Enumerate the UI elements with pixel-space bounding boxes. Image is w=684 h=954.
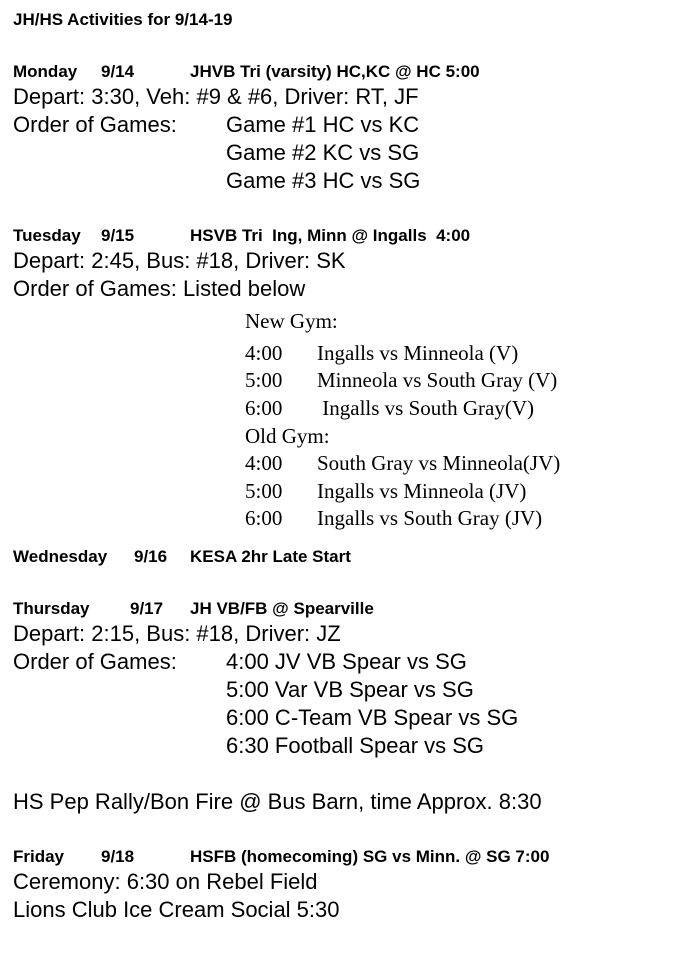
thursday-event: JH VB/FB @ Spearville — [190, 599, 374, 618]
tuesday-event: HSVB Tri Ing, Minn @ Ingalls 4:00 — [190, 226, 471, 245]
monday-event: JHVB Tri (varsity) HC,KC @ HC 5:00 — [190, 62, 480, 81]
monday-order-label: Order of Games: — [13, 112, 177, 137]
new-gym-match: Minneola vs South Gray (V) — [317, 368, 558, 392]
tuesday-depart: Depart: 2:45, Bus: #18, Driver: SK — [13, 248, 346, 273]
friday-day: Friday — [13, 847, 65, 866]
thursday-order-label: Order of Games: — [13, 649, 177, 674]
old-gym-label: Old Gym: — [245, 424, 330, 448]
thursday-game-2: 5:00 Var VB Spear vs SG — [226, 677, 474, 702]
tuesday-date: 9/15 — [101, 226, 135, 245]
new-gym-label: New Gym: — [245, 309, 338, 333]
monday-game-1: Game #1 HC vs KC — [226, 112, 420, 137]
old-gym-match: Ingalls vs Minneola (JV) — [317, 479, 527, 503]
friday-date: 9/18 — [101, 847, 135, 866]
tuesday-day: Tuesday — [13, 226, 81, 245]
old-gym-time: 5:00 — [245, 479, 283, 503]
old-gym-time: 4:00 — [245, 451, 283, 475]
document-title: JH/HS Activities for 9/14-19 — [13, 10, 233, 29]
thursday-game-1: 4:00 JV VB Spear vs SG — [226, 649, 467, 674]
old-gym-time: 6:00 — [245, 506, 283, 530]
new-gym-time: 6:00 — [245, 396, 283, 420]
tuesday-order: Order of Games: Listed below — [13, 276, 306, 301]
wednesday-event: KESA 2hr Late Start — [190, 547, 351, 566]
new-gym-time: 5:00 — [245, 368, 283, 392]
monday-depart: Depart: 3:30, Veh: #9 & #6, Driver: RT, JF — [13, 84, 419, 109]
new-gym-time: 4:00 — [245, 341, 283, 365]
old-gym-match: Ingalls vs South Gray (JV) — [317, 506, 543, 530]
pep-rally-note: HS Pep Rally/Bon Fire @ Bus Barn, time Approx. 8:30 — [13, 789, 542, 814]
new-gym-match: Ingalls vs Minneola (V) — [317, 341, 519, 365]
thursday-game-4: 6:30 Football Spear vs SG — [226, 733, 485, 758]
thursday-date: 9/17 — [130, 599, 164, 618]
wednesday-day: Wednesday — [13, 547, 108, 566]
new-gym-match: Ingalls vs South Gray(V) — [317, 396, 534, 420]
wednesday-date: 9/16 — [134, 547, 168, 566]
thursday-game-3: 6:00 C-Team VB Spear vs SG — [226, 705, 519, 730]
monday-game-2: Game #2 KC vs SG — [226, 140, 420, 165]
monday-game-3: Game #3 HC vs SG — [226, 168, 421, 193]
friday-social: Lions Club Ice Cream Social 5:30 — [13, 897, 340, 922]
friday-event: HSFB (homecoming) SG vs Minn. @ SG 7:00 — [190, 847, 550, 866]
friday-ceremony: Ceremony: 6:30 on Rebel Field — [13, 869, 318, 894]
old-gym-match: South Gray vs Minneola(JV) — [317, 451, 561, 475]
monday-date: 9/14 — [101, 62, 135, 81]
thursday-day: Thursday — [13, 599, 90, 618]
thursday-depart: Depart: 2:15, Bus: #18, Driver: JZ — [13, 621, 341, 646]
monday-day: Monday — [13, 62, 78, 81]
